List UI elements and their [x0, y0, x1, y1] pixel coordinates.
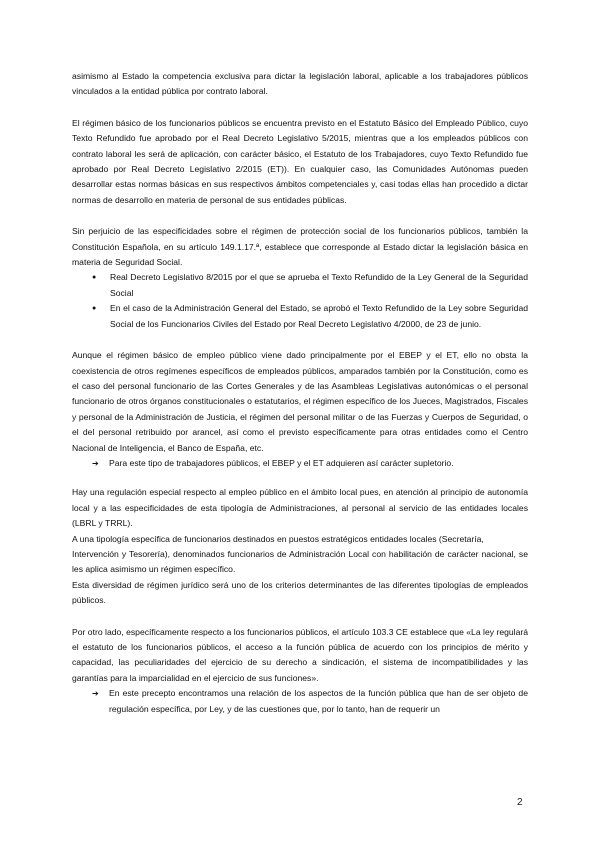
paragraph-labor-competence: asimismo al Estado la competencia exclusiva para dictar la legislación laboral, aplicable a los trabajadores públicos vinculados a la entidad pública por contrato laboral.	[72, 71, 528, 97]
list-item-text: En este precepto encontramos una relación de los aspectos de la función pública que han de ser objeto de regulación específica, por Ley, y de las cuestiones que, por lo tanto, han de requerir un	[109, 688, 528, 714]
arrow-right-icon: ➔	[92, 458, 99, 468]
arrow-right-icon: ➔	[92, 689, 99, 699]
list-item-text: Real Decreto Legislativo 8/2015 por el que se aprueba el Texto Refundido de la Ley General de la Seguridad Social	[110, 272, 528, 298]
list-item-text: En el caso de la Administración General del Estado, se aprobó el Texto Refundido de la Ley sobre Seguridad Social de los Funcionarios Civiles del Estado por Real Decreto Legislativo 4/2000, de 23 de junio.	[110, 303, 528, 329]
list-item	[72, 301, 528, 332]
page-number: 2	[517, 797, 523, 808]
paragraph-specific-regimes: Aunque el régimen básico de empleo público viene dado principalmente por el EBEP y el ET, ello no obsta la coexistencia de otros regímenes específicos de empleados públicos, amparados también por la Constitución, como es el caso del personal funcionario de las Cortes Generales y de las Asambleas Legislativas autonómicas o el personal funcionario de otros órganos constitucionales o estatutarios, el régimen específico de los Jueces, Magistrados, Fiscales y personal de la Administración de Justicia, el régimen del personal militar o de las Fuerzas y Cuerpos de Seguridad, o el del personal retribuido por arancel, así como el previsto específicamente para otras entidades como el Centro Nacional de Inteligencia, el Banco de España, etc.	[72, 350, 528, 453]
paragraph-social-security: Sin perjuicio de las especificidades sobre el régimen de protección social de los funcionarios públicos, también la Constitución Española, en su artículo 149.1.17.ª, establece que corresponde al Estado dictar la legislación básica en materia de Seguridad Social.	[72, 226, 528, 268]
list-item-text: Para este tipo de trabajadores públicos, el EBEP y el ET adquieren así carácter supletorio.	[109, 457, 454, 468]
list-item	[72, 456, 528, 471]
paragraph-local-habilitation: Intervención y Tesorería), denominados funcionarios de Administración Local con habilitación de carácter nacional, se les aplica asimismo un régimen específico.	[72, 548, 528, 575]
page-body	[72, 69, 528, 717]
paragraph-basic-regime: El régimen básico de los funcionarios públicos se encuentra previsto en el Estatuto Básico del Empleado Público, cuyo Texto Refundido fue aprobado por el Real Decreto Legislativo 5/2015, mientras que a los empleados públicos con contrato laboral les será de aplicación, con carácter básico, el Estatuto de los Trabajadores, cuyo Texto Refundido fue aprobado por Real Decreto Legislativo 2/2015 (ET)). En cualquier caso, las Comunidades Autónomas pueden desarrollar estas normas básicas en sus respectivos ámbitos competenciales y, casi todas ellas han procedido a dictar normas de desarrollo en materia de personal de sus entidades públicas.	[72, 117, 528, 205]
list-item	[72, 270, 528, 301]
arrow-note-supletorio	[72, 456, 528, 471]
paragraph-local-functionaries: A una tipología específica de funcionarios destinados en puestos estratégicos entidades locales (Secretaría,	[72, 533, 484, 544]
list-item	[72, 686, 528, 717]
arrow-note-precepto	[72, 686, 528, 717]
bullet-icon: ●	[92, 305, 97, 313]
paragraph-article-103: Por otro lado, específicamente respecto a los funcionarios públicos, el artículo 103.3 CE establece que «La ley regulará el estatuto de los funcionarios públicos, el acceso a la función pública de acuerdo con los principios de mérito y capacidad, las peculiaridades del ejercicio de su derecho a sindicación, el sistema de incompatibilidades y las garantías para la imparcialidad en el ejercicio de sus funciones».	[72, 626, 528, 683]
paragraph-diversity: Esta diversidad de régimen jurídico será uno de los criterios determinantes de las diferentes tipologías de empleados públicos.	[72, 579, 528, 606]
bullet-list-laws	[72, 270, 528, 332]
bullet-icon: ●	[92, 274, 97, 282]
paragraph-local-employment: Hay una regulación especial respecto al empleo público en el ámbito local pues, en atención al principio de autonomía local y a las especificidades de esta tipología de Administraciones, al personal al servicio de las entidades locales (LBRL y TRRL).	[72, 487, 528, 529]
